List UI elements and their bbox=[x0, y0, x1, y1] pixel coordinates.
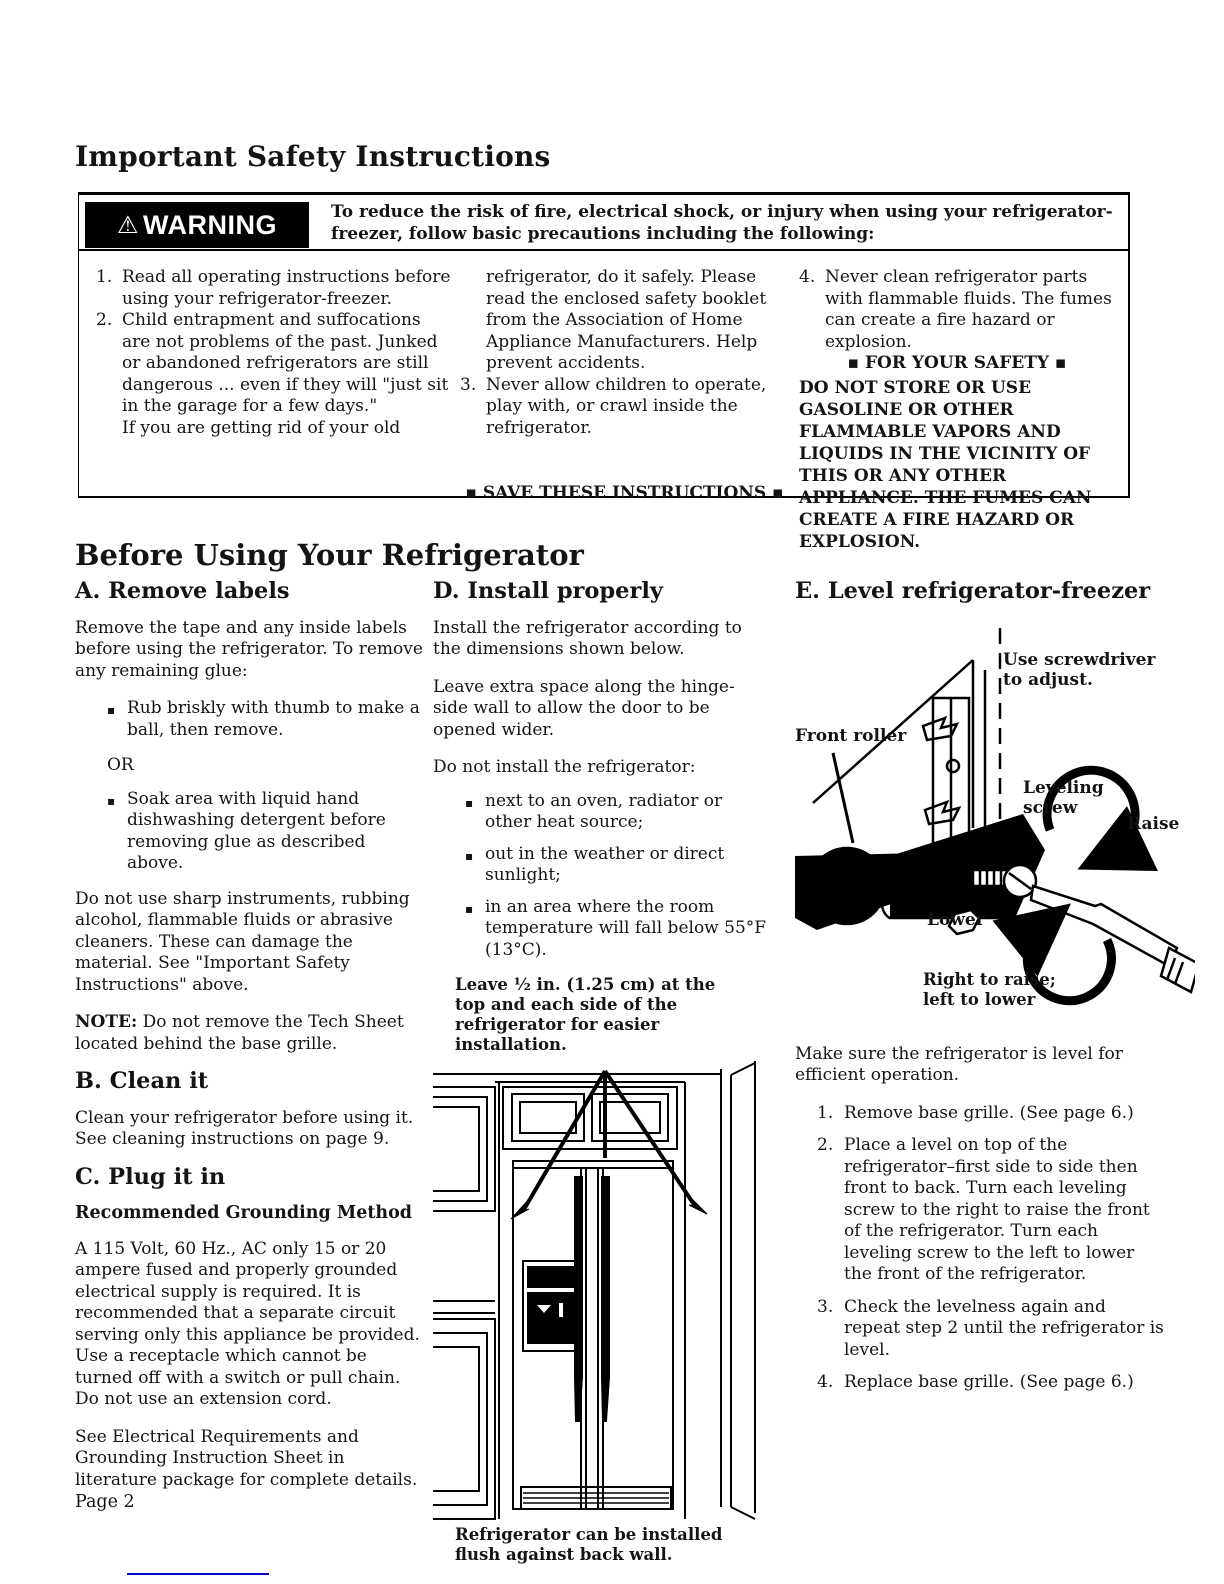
step-text: Replace base grille. (See page 6.) bbox=[844, 1372, 1134, 1392]
step-number: 3. bbox=[817, 1296, 834, 1317]
section-c-paragraph-2: See Electrical Requirements and Grounding Instruction Sheet in literature package for complete details. bbox=[75, 1426, 418, 1490]
before-using-title: Before Using Your Refrigerator bbox=[75, 538, 584, 572]
step-number: 4. bbox=[817, 1372, 834, 1392]
item-text: Read all operating instructions before using your refrigerator-freezer. bbox=[122, 267, 451, 309]
section-c-heading: C. Plug it in bbox=[75, 1163, 226, 1190]
item-number: 1. bbox=[96, 267, 113, 287]
bullet-text: in an area where the room temperature will fall below 55°F (13°C). bbox=[485, 896, 767, 960]
item-number: 3. bbox=[460, 374, 477, 395]
page-number: Page 2 bbox=[75, 1492, 135, 1512]
section-a-bullet-1 bbox=[107, 698, 425, 741]
note-text: Do not remove the Tech Sheet located behind the base grille. bbox=[75, 1012, 404, 1054]
raise-label: Raise bbox=[1127, 813, 1180, 834]
column-a bbox=[75, 578, 425, 1507]
section-d-paragraph-1: Install the refrigerator according to the dimensions shown below. bbox=[433, 617, 742, 659]
warning-item-3 bbox=[460, 375, 789, 440]
section-d-paragraph-3: Do not install the refrigerator: bbox=[433, 757, 696, 777]
section-d-bullet-3 bbox=[465, 897, 767, 962]
warning-column-2 bbox=[454, 267, 789, 553]
bullet-icon: ▪ bbox=[465, 901, 474, 916]
level-figure bbox=[795, 618, 1195, 1018]
bullet-text: next to an oven, radiator or other heat source; bbox=[485, 790, 723, 832]
bullet-icon: ▪ bbox=[465, 795, 474, 810]
warning-column-3 bbox=[789, 267, 1115, 553]
section-a-bullet-2 bbox=[107, 789, 425, 875]
section-d-bullet-1 bbox=[465, 791, 767, 834]
for-your-safety-line: ▪ FOR YOUR SAFETY ▪ bbox=[847, 353, 1067, 373]
bullet-text: Soak area with liquid hand dishwashing detergent before removing glue as described above. bbox=[127, 788, 386, 873]
use-screwdriver-label: Use screwdriver to adjust. bbox=[1003, 649, 1156, 690]
bullet-icon: ▪ bbox=[107, 703, 116, 717]
blue-rule-divider bbox=[127, 1573, 269, 1575]
item-text: Never clean refrigerator parts with flammable fluids. The fumes can create a fire hazard or explosion. bbox=[825, 267, 1112, 352]
level-step-1 bbox=[817, 1103, 1165, 1125]
section-d-bullet-2 bbox=[465, 844, 767, 887]
warning-label-text: WARNING bbox=[143, 209, 277, 240]
warning-header bbox=[79, 195, 1128, 251]
section-a-paragraph-1: Remove the tape and any inside labels before using the refrigerator. To remove any remaining glue: bbox=[75, 617, 423, 681]
level-step-3 bbox=[817, 1297, 1165, 1362]
level-figure-caption: Right to raise; left to lower bbox=[923, 969, 1056, 1009]
or-label: OR bbox=[107, 755, 134, 775]
warning-item-2-continuation: If you are getting rid of your old bbox=[122, 417, 401, 438]
front-roller-label: Front roller bbox=[795, 725, 907, 746]
section-a-heading: A. Remove labels bbox=[75, 578, 290, 604]
bullet-icon: ▪ bbox=[465, 848, 474, 863]
warning-item-4 bbox=[799, 267, 1115, 353]
section-a-paragraph-2: Do not use sharp instruments, rubbing alcohol, flammable fluids or abrasive cleaners. These can damage the material. See "Important Safety Instructions" above. bbox=[75, 888, 410, 995]
bullet-text: out in the weather or direct sunlight; bbox=[485, 843, 725, 885]
bullet-text: Rub briskly with thumb to make a ball, then remove. bbox=[127, 698, 420, 740]
warning-continuation-text: refrigerator, do it safely. Please read the enclosed safety booklet from the Association of Home Appliance Manufacturers. Help prevent accidents. bbox=[486, 267, 767, 373]
warning-box bbox=[78, 192, 1130, 552]
section-c-paragraph-1: A 115 Volt, 60 Hz., AC only 15 or 20 ampere fused and properly grounded electrical supply is required. It is recommended that a separate circuit serving only this appliance be provided. Use a receptacle which cannot be turned off with a switch or pull chain. Do not use an extension cord. bbox=[75, 1238, 420, 1409]
level-step-4 bbox=[817, 1372, 1165, 1394]
item-text: Never allow children to operate, play with, or crawl inside the refrigerator. bbox=[486, 374, 767, 438]
leveling-screw-label: Leveling screw bbox=[1023, 777, 1104, 818]
warning-body bbox=[79, 251, 1128, 553]
lower-label: Lower bbox=[927, 909, 985, 930]
item-number: 2. bbox=[96, 310, 113, 330]
warning-triangle-icon: ⚠ bbox=[116, 211, 139, 239]
install-figure bbox=[433, 1061, 763, 1521]
section-a-note bbox=[75, 1012, 425, 1055]
safety-warning-caps: DO NOT STORE OR USE GASOLINE OR OTHER FLAMMABLE VAPORS AND LIQUIDS IN THE VICINITY OF THIS OR ANY OTHER APPLIANCE. THE FUMES CAN CREATE A FIRE HAZARD OR EXPLOSION. bbox=[799, 377, 1092, 552]
column-d bbox=[433, 578, 767, 1571]
step-number: 2. bbox=[817, 1135, 834, 1155]
level-step-2 bbox=[817, 1135, 1165, 1286]
item-number: 4. bbox=[799, 267, 816, 287]
section-d-paragraph-2: Leave extra space along the hinge-side wall to allow the door to be opened wider. bbox=[433, 676, 735, 740]
warning-item-1 bbox=[96, 267, 454, 310]
install-figure-bottom-caption: Refrigerator can be installed flush against back wall. bbox=[455, 1525, 723, 1564]
step-text: Remove base grille. (See page 6.) bbox=[844, 1102, 1134, 1123]
step-text: Place a level on top of the refrigerator–first side to side then front to back. Turn each leveling screw to the right to raise the front of the refrigerator. Turn each leveling screw to the left to lower the front of the refrigerator. bbox=[844, 1135, 1150, 1284]
grounding-method-subheading: Recommended Grounding Method bbox=[75, 1203, 413, 1223]
step-text: Check the levelness again and repeat step 2 until the refrigerator is level. bbox=[844, 1296, 1164, 1360]
bullet-icon: ▪ bbox=[107, 793, 116, 808]
section-e-heading: E. Level refrigerator-freezer bbox=[795, 578, 1151, 604]
warning-item-2 bbox=[96, 310, 454, 418]
install-figure-drawing bbox=[433, 1061, 763, 1521]
section-b-heading: B. Clean it bbox=[75, 1068, 209, 1094]
warning-column-1 bbox=[96, 267, 454, 553]
section-d-heading: D. Install properly bbox=[433, 578, 663, 604]
warning-label-badge bbox=[85, 202, 309, 248]
save-instructions-line: ▪ SAVE THESE INSTRUCTIONS ▪ bbox=[465, 483, 784, 503]
section-b-paragraph-1: Clean your refrigerator before using it. See cleaning instructions on page 9. bbox=[75, 1107, 414, 1149]
install-figure-top-caption: Leave ½ in. (1.25 cm) at the top and each side of the refrigerator for easier installation. bbox=[455, 975, 716, 1054]
step-number: 1. bbox=[817, 1102, 834, 1123]
note-label: NOTE: bbox=[75, 1012, 138, 1032]
section-e-paragraph-1: Make sure the refrigerator is level for efficient operation. bbox=[795, 1043, 1123, 1085]
item-text: Child entrapment and suffocations are not problems of the past. Junked or abandoned refrigerators are still dangerous ... even if they will "just sit in the garage for a few days." bbox=[122, 310, 449, 416]
page-title: Important Safety Instructions bbox=[75, 140, 551, 173]
column-e bbox=[795, 578, 1180, 1405]
warning-header-text: To reduce the risk of fire, electrical shock, or injury when using your refrigerator-freezer, follow basic precautions including the following: bbox=[331, 202, 1113, 244]
